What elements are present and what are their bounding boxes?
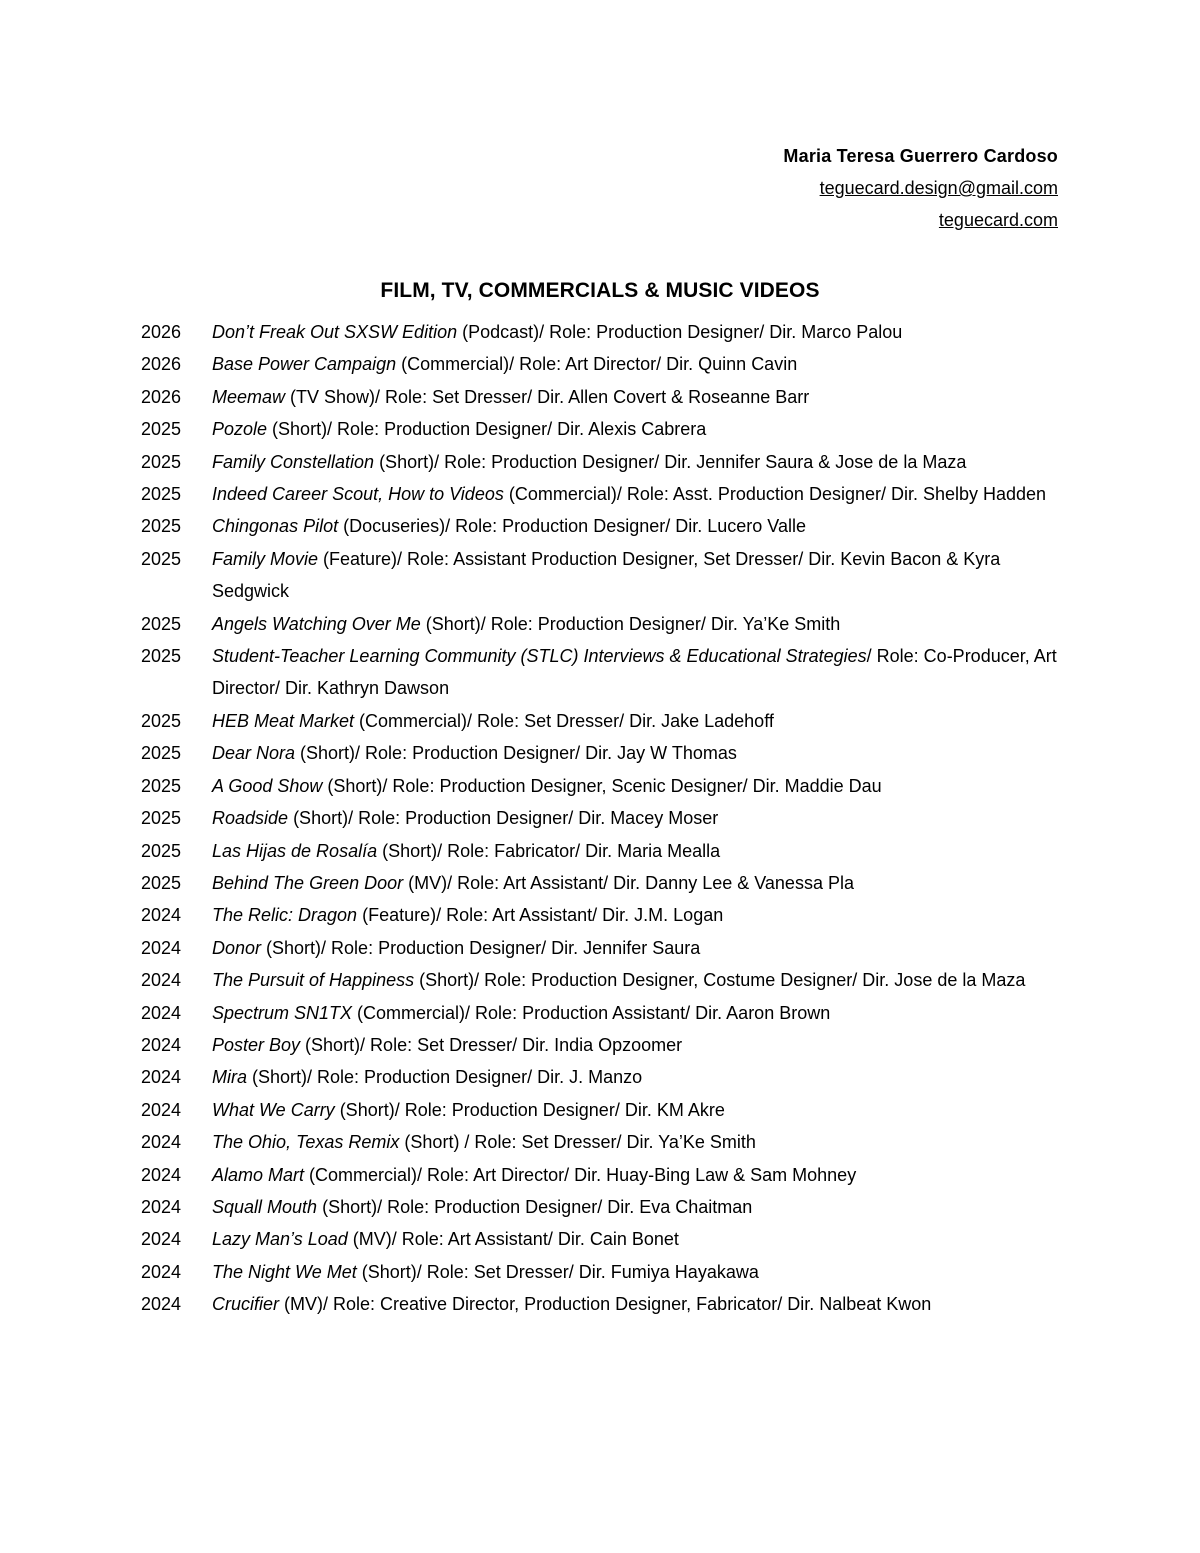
credit-year: 2025 — [141, 840, 182, 861]
credit-details: (Short)/ Role: Production Designer, Costume Designer/ Dir. Jose de la Maza — [414, 970, 1026, 991]
credit-details: (Commercial)/ Role: Art Director/ Dir. Huay-Bing Law & Sam Mohney — [304, 1164, 857, 1185]
credit-title: Family Constellation — [212, 451, 375, 472]
credit-title: What We Carry — [212, 1099, 335, 1120]
credit-entry — [141, 932, 1061, 964]
credit-year: 2024 — [141, 1164, 182, 1185]
credit-entry — [141, 1191, 1061, 1223]
credit-details: (Short)/ Role: Production Designer/ Dir. Eva Chaitman — [317, 1196, 753, 1217]
credit-title: Squall Mouth — [212, 1196, 318, 1217]
credit-description — [212, 835, 1061, 867]
credit-details: (Short)/ Role: Production Designer/ Dir. Jennifer Saura — [261, 937, 701, 958]
credit-title: A Good Show — [212, 775, 323, 796]
credit-description — [212, 543, 1061, 608]
credit-title: Lazy Man’s Load — [212, 1229, 348, 1250]
credit-year: 2025 — [141, 646, 182, 667]
credit-entry — [141, 1094, 1061, 1126]
credit-year: 2024 — [141, 970, 182, 991]
credit-details: (Short)/ Role: Production Designer/ Dir. Jay W Thomas — [295, 743, 737, 764]
credit-entry — [141, 316, 1061, 348]
credit-entry — [141, 608, 1061, 640]
credit-title: Chingonas Pilot — [212, 516, 339, 537]
credit-description — [212, 899, 1061, 931]
credit-year: 2025 — [141, 808, 182, 829]
section-title: FILM, TV, COMMERCIALS & MUSIC VIDEOS — [380, 279, 820, 302]
credit-details: (Short)/ Role: Production Designer/ Dir. Macey Moser — [288, 808, 719, 829]
credit-description — [212, 1029, 1061, 1061]
credit-description — [212, 770, 1061, 802]
credit-year: 2025 — [141, 484, 182, 505]
credit-details: / Role: Co-Producer, Art Director/ Dir. Kathryn Dawson — [212, 646, 1057, 699]
credit-entry — [141, 510, 1061, 542]
credit-details: (MV)/ Role: Art Assistant/ Dir. Cain Bonet — [347, 1229, 679, 1250]
credit-entry — [141, 348, 1061, 380]
credit-title: Meemaw — [212, 386, 286, 407]
credit-description — [212, 932, 1061, 964]
credit-description — [212, 608, 1061, 640]
credit-entry — [141, 1061, 1061, 1093]
credit-year: 2025 — [141, 548, 182, 569]
credit-description — [212, 997, 1061, 1029]
credit-description — [212, 802, 1061, 834]
credit-description — [212, 1061, 1061, 1093]
credit-title: Angels Watching Over Me — [212, 613, 421, 634]
credit-entry — [141, 835, 1061, 867]
credit-title: Roadside — [212, 808, 289, 829]
credit-entry — [141, 1256, 1061, 1288]
credit-year: 2025 — [141, 743, 182, 764]
credit-details: (Commercial)/ Role: Production Assistant/ Dir. Aaron Brown — [352, 1002, 831, 1023]
credit-entry — [141, 1159, 1061, 1191]
person-name: Maria Teresa Guerrero Cardoso — [783, 146, 1058, 166]
credit-details: (Short)/ Role: Production Designer/ Dir. J. Manzo — [247, 1067, 643, 1088]
credit-entry — [141, 899, 1061, 931]
credit-description — [212, 737, 1061, 769]
credit-title: Alamo Mart — [212, 1164, 305, 1185]
credit-details: (Short)/ Role: Set Dresser/ Dir. Fumiya Hayakawa — [356, 1261, 759, 1282]
credit-year: 2025 — [141, 516, 182, 537]
credit-year: 2025 — [141, 419, 182, 440]
credit-entry — [141, 1029, 1061, 1061]
credit-entry — [141, 1288, 1061, 1320]
credit-title: Poster Boy — [212, 1034, 301, 1055]
credit-year: 2024 — [141, 1067, 182, 1088]
credit-entry — [141, 381, 1061, 413]
credit-description — [212, 1126, 1061, 1158]
credit-year: 2025 — [141, 872, 182, 893]
credit-description — [212, 510, 1061, 542]
credit-description — [212, 1223, 1061, 1255]
credit-description — [212, 964, 1061, 996]
credit-title: Crucifier — [212, 1294, 280, 1315]
credit-year: 2026 — [141, 322, 182, 342]
credit-description — [212, 1256, 1061, 1288]
credit-title: Las Hijas de Rosalía — [212, 840, 378, 861]
credit-entry — [141, 867, 1061, 899]
credit-description — [212, 640, 1061, 705]
credit-details: (Short)/ Role: Production Designer/ Dir. Ya’Ke Smith — [420, 613, 841, 634]
credit-year: 2024 — [141, 1002, 182, 1023]
credit-year: 2025 — [141, 451, 182, 472]
credit-title: The Night We Met — [212, 1261, 357, 1282]
credit-description — [212, 316, 1061, 348]
credit-entry — [141, 446, 1061, 478]
website-link[interactable]: teguecard.com — [938, 210, 1058, 230]
credit-description — [212, 867, 1061, 899]
credit-year: 2024 — [141, 1294, 182, 1315]
credit-year: 2024 — [141, 1229, 182, 1250]
credit-entry — [141, 543, 1061, 608]
credit-details: (Short)/ Role: Production Designer/ Dir. Alexis Cabrera — [267, 419, 707, 440]
credit-title: HEB Meat Market — [212, 710, 355, 731]
credit-description — [212, 381, 1061, 413]
credit-details: (Commercial)/ Role: Asst. Production Designer/ Dir. Shelby Hadden — [503, 484, 1047, 505]
credit-details: (Short)/ Role: Fabricator/ Dir. Maria Mealla — [377, 840, 721, 861]
credit-title: Donor — [212, 937, 262, 958]
credit-entry — [141, 640, 1061, 705]
credit-details: (Short)/ Role: Production Designer, Scenic Designer/ Dir. Maddie Dau — [322, 775, 882, 796]
credit-entry — [141, 997, 1061, 1029]
credit-details: (Short)/ Role: Production Designer/ Dir. KM Akre — [334, 1099, 725, 1120]
credit-title: Indeed Career Scout, How to Videos — [212, 484, 504, 505]
credit-title: Mira — [212, 1067, 247, 1088]
credit-description — [212, 348, 1061, 380]
credit-details: (Feature)/ Role: Assistant Production Designer, Set Dresser/ Dir. Kevin Bacon & Kyra Sedgwick — [212, 548, 1001, 602]
credit-details: (Short) / Role: Set Dresser/ Dir. Ya’Ke Smith — [399, 1132, 756, 1153]
credit-title: Family Movie — [212, 548, 319, 569]
credit-year: 2025 — [141, 613, 182, 634]
credit-details: (Docuseries)/ Role: Production Designer/ Dir. Lucero Valle — [338, 516, 806, 537]
credit-description — [212, 1191, 1061, 1223]
credit-details: (Podcast)/ Role: Production Designer/ Dir. Marco Palou — [457, 322, 903, 342]
credit-details: (Commercial)/ Role: Set Dresser/ Dir. Jake Ladehoff — [354, 710, 774, 731]
credit-title: The Relic: Dragon — [212, 905, 358, 926]
credit-entry — [141, 737, 1061, 769]
credit-entry — [141, 478, 1061, 510]
credit-details: (Short)/ Role: Production Designer/ Dir. Jennifer Saura & Jose de la Maza — [374, 451, 967, 472]
credit-year: 2025 — [141, 775, 182, 796]
credit-description — [212, 1288, 1061, 1320]
credit-year: 2024 — [141, 1196, 182, 1217]
credit-year: 2024 — [141, 1034, 182, 1055]
contact-header — [783, 140, 1058, 236]
credit-entry — [141, 705, 1061, 737]
credit-description — [212, 1094, 1061, 1126]
credit-title: Spectrum SN1TX — [212, 1002, 353, 1023]
credit-year: 2026 — [141, 354, 182, 375]
credit-description — [212, 413, 1061, 445]
credit-title: Don’t Freak Out SXSW Edition — [212, 322, 458, 342]
credit-details: (TV Show)/ Role: Set Dresser/ Dir. Allen Covert & Roseanne Barr — [285, 386, 810, 407]
credit-description — [212, 478, 1061, 510]
credit-details: (MV)/ Role: Creative Director, Production Designer, Fabricator/ Dir. Nalbeat Kwon — [279, 1294, 932, 1315]
credit-entry — [141, 1223, 1061, 1255]
email-link[interactable]: teguecard.design@gmail.com — [819, 178, 1058, 198]
credits-list — [141, 316, 1061, 1321]
credit-entry — [141, 770, 1061, 802]
credit-title: Dear Nora — [212, 743, 296, 764]
credit-year: 2024 — [141, 937, 182, 958]
credit-year: 2025 — [141, 710, 182, 731]
credit-year: 2024 — [141, 1099, 182, 1120]
credit-description — [212, 1159, 1061, 1191]
credit-year: 2024 — [141, 1261, 182, 1282]
credit-title: Base Power Campaign — [212, 354, 397, 375]
credit-title: Pozole — [212, 419, 268, 440]
credit-entry — [141, 413, 1061, 445]
credit-title: The Ohio, Texas Remix — [212, 1132, 400, 1153]
credit-details: (Short)/ Role: Set Dresser/ Dir. India Opzoomer — [300, 1034, 683, 1055]
credit-description — [212, 705, 1061, 737]
credit-entry — [141, 1126, 1061, 1158]
credit-year: 2026 — [141, 386, 182, 407]
credit-details: (Feature)/ Role: Art Assistant/ Dir. J.M. Logan — [357, 905, 724, 926]
credit-title: Behind The Green Door — [212, 872, 404, 893]
credit-year: 2024 — [141, 1132, 182, 1153]
credit-entry — [141, 964, 1061, 996]
credit-details: (Commercial)/ Role: Art Director/ Dir. Quinn Cavin — [396, 354, 798, 375]
credit-description — [212, 446, 1061, 478]
credit-title: Student-Teacher Learning Community (STLC) Interviews & Educational Strategies — [212, 646, 867, 667]
credit-entry — [141, 802, 1061, 834]
credit-title: The Pursuit of Happiness — [212, 970, 415, 991]
credit-details: (MV)/ Role: Art Assistant/ Dir. Danny Lee & Vanessa Pla — [403, 872, 854, 893]
credit-year: 2024 — [141, 905, 182, 926]
